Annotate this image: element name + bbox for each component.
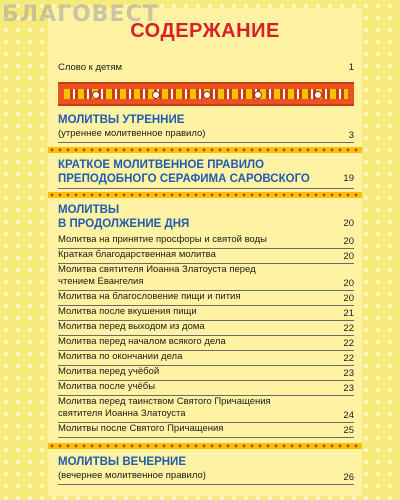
- toc-entry[interactable]: [58, 321, 354, 336]
- toc-page-number: 3: [348, 130, 354, 141]
- toc-page-number: 22: [343, 338, 354, 349]
- toc-entry[interactable]: [58, 336, 354, 351]
- toc-entry-intro[interactable]: [58, 62, 354, 74]
- toc-entry[interactable]: [58, 291, 354, 306]
- toc-entry-text: Молитва по окончании дела: [58, 351, 183, 362]
- toc-entry-text: Молитва на благословение пищи и пития: [58, 291, 241, 302]
- toc-page-number: 20: [343, 236, 354, 247]
- toc-entry-text: (вечернее молитвенное правило): [58, 470, 206, 481]
- toc-entry-text: Молитва святителя Иоанна Златоуста перед чтением Евангелия: [58, 264, 256, 287]
- toc-entry[interactable]: [58, 306, 354, 321]
- section-heading-morning[interactable]: МОЛИТВЫ УТРЕННИЕ: [58, 114, 185, 126]
- ornament-bead: [314, 91, 322, 99]
- decorative-ornament: [58, 82, 354, 106]
- section-heading-line: КРАТКОЕ МОЛИТВЕННОЕ ПРАВИЛО: [58, 159, 265, 171]
- section-divider: [48, 192, 362, 198]
- toc-page-number: 22: [343, 353, 354, 364]
- watermark: БЛАГОВЕСТ: [2, 2, 159, 27]
- toc-entry-text: Молитвы после Святого Причащения: [58, 423, 224, 434]
- toc-entry[interactable]: [58, 264, 354, 291]
- toc-page-number: 22: [343, 323, 354, 334]
- toc-entry-text: Молитва перед учёбой: [58, 366, 160, 377]
- toc-entry[interactable]: [58, 396, 354, 423]
- toc-entry-text: (утреннее молитвенное правило): [58, 128, 206, 139]
- toc-entry-text: Молитва после учёбы: [58, 381, 156, 392]
- toc-entry-text: Молитва после вкушения пищи: [58, 306, 197, 317]
- section-divider: [48, 443, 362, 449]
- toc-page-number: 1: [348, 62, 354, 73]
- toc-entry-morning[interactable]: [58, 128, 354, 143]
- toc-entry-text: Молитва перед началом всякого дела: [58, 336, 226, 347]
- section-heading-daytime[interactable]: [58, 203, 354, 231]
- toc-entry-evening[interactable]: [58, 470, 354, 485]
- toc-page-number: 20: [343, 278, 354, 289]
- toc-page-number: 23: [343, 368, 354, 379]
- toc-entry[interactable]: [58, 234, 354, 249]
- toc-page-number: 25: [343, 425, 354, 436]
- toc-entry[interactable]: [58, 366, 354, 381]
- toc-entry-text: Молитва перед выходом из дома: [58, 321, 205, 332]
- ornament-bead: [92, 91, 100, 99]
- toc-entry-text: Молитва на принятие просфоры и святой воды: [58, 234, 267, 245]
- section-heading-seraphim[interactable]: [58, 158, 354, 186]
- ornament-bead: [254, 91, 262, 99]
- entry-rule: [58, 188, 354, 189]
- section-heading-line: ПРЕПОДОБНОГО СЕРАФИМА САРОВСКОГО: [58, 173, 310, 185]
- toc-page-number: 20: [343, 251, 354, 262]
- ornament-bead: [203, 91, 211, 99]
- toc-page-number: 24: [343, 410, 354, 421]
- toc-entry[interactable]: [58, 351, 354, 366]
- toc-page-number: 20: [343, 218, 354, 229]
- toc-entry-text: Молитва перед таинством Святого Причащения святителя Иоанна Златоуста: [58, 396, 271, 419]
- toc-page-number: 23: [343, 383, 354, 394]
- toc-page-number: 20: [343, 293, 354, 304]
- toc-page-number: 26: [343, 472, 354, 483]
- toc-page-number: 21: [343, 308, 354, 319]
- section-heading-line: МОЛИТВЫ: [58, 204, 120, 216]
- toc-entry[interactable]: [58, 249, 354, 264]
- section-heading-evening[interactable]: МОЛИТВЫ ВЕЧЕРНИЕ: [58, 456, 186, 468]
- toc-entry[interactable]: [58, 381, 354, 396]
- section-heading-line: В ПРОДОЛЖЕНИЕ ДНЯ: [58, 218, 190, 230]
- section-divider: [48, 147, 362, 153]
- toc-entry[interactable]: [58, 423, 354, 438]
- page-title: СОДЕРЖАНИЕ: [130, 20, 280, 42]
- toc-page-number: 19: [343, 173, 354, 184]
- toc-entry-text: Слово к детям: [58, 62, 122, 73]
- toc-entry-text: Краткая благодарственная молитва: [58, 249, 216, 260]
- ornament-bead: [152, 91, 160, 99]
